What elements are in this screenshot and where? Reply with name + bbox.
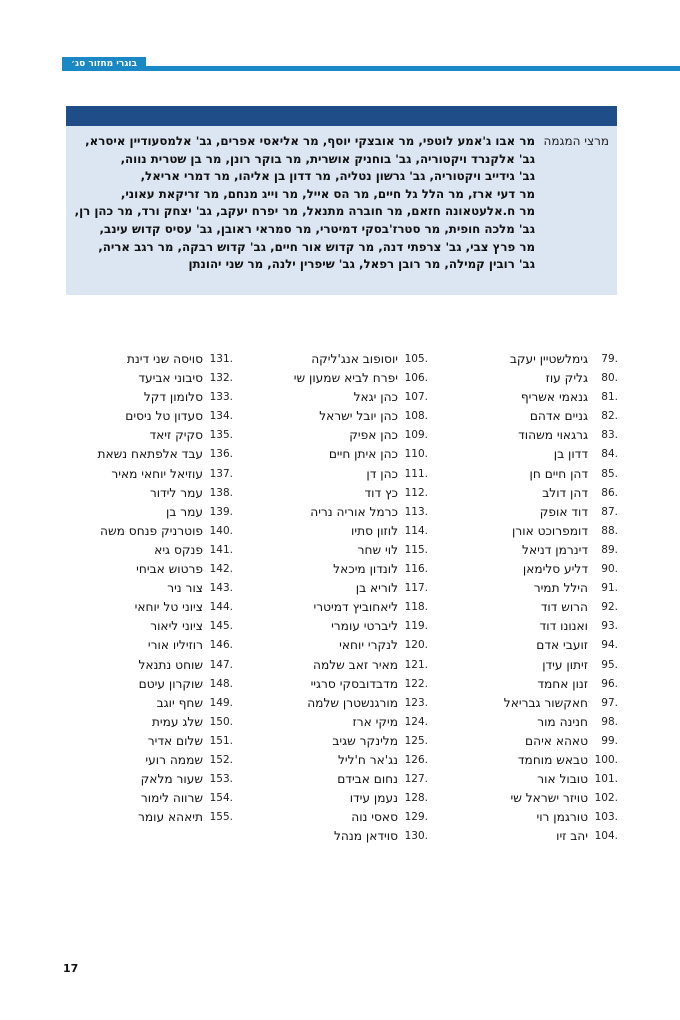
graduate-number: 141. (209, 543, 233, 556)
graduate-number: 95. (601, 658, 618, 671)
graduate-item (253, 713, 428, 732)
graduate-name: זנון אחמד (537, 676, 588, 691)
graduate-name: גליק עוז (545, 371, 588, 386)
graduate-item (253, 465, 428, 484)
graduate-number: 151. (209, 734, 233, 747)
graduate-item (58, 541, 233, 560)
graduate-number: 100. (594, 753, 618, 766)
graduate-item (58, 407, 233, 426)
graduate-name: לוי שחר (357, 542, 398, 557)
graduate-name: שלום אדיר (147, 733, 203, 748)
graduate-name: הילל תמיר (533, 581, 588, 596)
graduate-number: 105. (404, 353, 428, 365)
graduate-number: 147. (209, 658, 233, 671)
graduate-item (448, 827, 618, 846)
graduate-name: מאיר זאב שלמה (313, 657, 398, 672)
graduate-item (58, 636, 233, 655)
graduate-name: נחום אבידם (337, 772, 398, 787)
graduate-item (253, 617, 428, 636)
graduate-name: לוזון סתיו (351, 523, 398, 538)
graduate-item (58, 694, 233, 713)
graduate-number: 94. (601, 639, 618, 652)
graduate-item (448, 541, 618, 560)
graduate-number: 86. (601, 486, 618, 499)
graduate-name: הרוש דוד (540, 600, 588, 615)
graduate-name: לנקרי יוחאי (339, 638, 398, 653)
graduate-item (448, 369, 618, 388)
graduate-item (448, 407, 618, 426)
graduate-number: 84. (601, 448, 618, 461)
graduate-name: כהן יובל ישראל (319, 409, 398, 424)
graduate-number: 97. (601, 696, 618, 709)
graduate-item (253, 636, 428, 655)
panel-header-bar (66, 106, 617, 126)
graduate-number: 132. (209, 372, 233, 385)
graduate-name: ליאחוביץ דמיטרי (313, 600, 398, 615)
graduate-item (253, 694, 428, 713)
graduate-item (448, 789, 618, 808)
header-tab: בוגרי מחזור סג׳ (62, 57, 146, 71)
graduate-item (253, 656, 428, 675)
graduate-item (448, 808, 618, 827)
graduate-number: 116. (404, 563, 428, 576)
faculty-list (74, 133, 535, 274)
graduate-number: 82. (601, 410, 618, 423)
graduate-number: 136. (209, 448, 233, 461)
graduate-item (448, 732, 618, 751)
graduate-name: כהן יגאל (353, 390, 398, 405)
graduate-number: 110. (404, 448, 428, 461)
graduate-item (58, 598, 233, 617)
graduate-name: טבאש מוחמד (517, 752, 588, 767)
graduate-number: 89. (601, 543, 618, 556)
graduate-number: 149. (209, 696, 233, 709)
graduate-number: 96. (601, 677, 618, 690)
graduate-number: 120. (404, 639, 428, 652)
graduate-item (448, 675, 618, 694)
graduate-name: דהן חיים חן (529, 466, 588, 481)
graduate-number: 139. (209, 505, 233, 518)
graduate-name: שחף יוגב (156, 695, 203, 710)
graduate-item (253, 808, 428, 827)
graduate-number: 81. (601, 391, 618, 404)
header-rule (62, 66, 680, 71)
page-number: 17 (63, 962, 79, 975)
graduate-number: 129. (404, 811, 428, 824)
graduate-number: 134. (209, 410, 233, 423)
graduate-item (58, 503, 233, 522)
graduate-number: 126. (404, 753, 428, 766)
graduate-item (448, 694, 618, 713)
graduate-name: דדון בן (553, 447, 588, 462)
graduate-item (253, 522, 428, 541)
graduate-item (58, 656, 233, 675)
graduate-name: מורגנשטרן שלמה (307, 695, 398, 710)
graduate-item (448, 770, 618, 789)
graduate-item (448, 656, 618, 675)
graduate-number: 112. (404, 486, 428, 499)
graduate-number: 123. (404, 696, 428, 709)
graduate-number: 143. (209, 582, 233, 595)
graduate-number: 154. (209, 792, 233, 805)
graduate-item (253, 751, 428, 770)
graduate-name: טאהא איהם (525, 733, 588, 748)
graduate-item (448, 426, 618, 445)
graduate-number: 122. (404, 677, 428, 690)
graduate-item (58, 522, 233, 541)
graduate-name: דהן דולב (542, 485, 588, 500)
graduate-name: דומפרוכט אורן (512, 523, 588, 538)
graduate-name: גרגאוי משהוד (518, 428, 588, 443)
graduate-name: כץ דוד (364, 485, 398, 500)
graduate-name: שעור מלאק (140, 772, 203, 787)
graduate-number: 137. (209, 467, 233, 480)
graduate-item (253, 541, 428, 560)
faculty-line: מר פרץ צבי, גב' צרפתי דנה, מר קדוש אור חיים, גב' קדוש רבקה, מר רגב אריה, (98, 239, 535, 254)
graduate-item (58, 751, 233, 770)
graduate-name: גנאמי אשריף (520, 390, 588, 405)
graduate-number: 80. (601, 372, 618, 385)
graduate-item (253, 675, 428, 694)
graduate-item (448, 598, 618, 617)
graduates-column-2 (253, 350, 428, 846)
graduate-item (253, 827, 428, 846)
graduate-name: שממה רועי (145, 752, 203, 767)
graduate-name: סוידאן מנהל (334, 829, 398, 844)
panel-label: מרצי המגמה (543, 134, 609, 148)
graduate-item (253, 407, 428, 426)
graduate-name: גימלשטיין יעקב (509, 352, 588, 366)
graduate-number: 145. (209, 620, 233, 633)
graduate-item (58, 369, 233, 388)
graduate-name: זיתון עידן (542, 657, 588, 672)
graduate-name: טויזר ישראל שי (510, 791, 588, 806)
graduate-number: 90. (601, 563, 618, 576)
graduate-number: 140. (209, 524, 233, 537)
graduate-item (58, 713, 233, 732)
graduate-name: טובול אור (537, 772, 588, 787)
graduate-name: זועבי אדם (536, 638, 588, 653)
graduate-number: 114. (404, 524, 428, 537)
graduate-item (58, 770, 233, 789)
graduate-item (58, 350, 233, 369)
graduate-name: דינרמן דניאל (522, 542, 588, 557)
graduate-name: מיקי ארז (352, 714, 398, 729)
faculty-line: גב' רובין קמילה, מר רובן רפאל, גב' שיפרין ילנה, מר שני יהונתן (188, 257, 535, 272)
graduate-number: 118. (404, 601, 428, 614)
graduate-item (448, 560, 618, 579)
graduate-name: צור ניר (167, 581, 203, 596)
graduate-name: חאקשור גבריאל (503, 695, 588, 710)
graduate-item (58, 388, 233, 407)
graduate-item (253, 560, 428, 579)
graduate-number: 93. (601, 620, 618, 633)
graduate-name: לונדון מיכאל (333, 562, 398, 577)
graduate-item (58, 560, 233, 579)
graduate-number: 103. (594, 811, 618, 824)
graduate-item (58, 789, 233, 808)
graduate-name: שלג עמית (151, 714, 203, 729)
graduate-item (253, 598, 428, 617)
graduate-name: פנקס גיא (154, 542, 203, 557)
graduate-item (253, 369, 428, 388)
faculty-line: גב' אלקנרד ויקטוריה, גב' בוחניק אושרית, מר בוקר רונן, מר בן שטרית נווה, (120, 151, 535, 166)
graduate-number: 133. (209, 391, 233, 404)
graduate-item (58, 675, 233, 694)
graduate-number: 121. (404, 658, 428, 671)
graduate-number: 125. (404, 734, 428, 747)
graduate-item (448, 751, 618, 770)
graduate-item (58, 445, 233, 464)
graduate-item (58, 465, 233, 484)
graduate-number: 138. (209, 486, 233, 499)
graduate-name: עבד אלפתאח נשאת (97, 447, 203, 462)
graduate-number: 146. (209, 639, 233, 652)
graduate-name: יפרח לביא שמעון שי (293, 371, 398, 386)
graduate-number: 155. (209, 811, 233, 824)
graduate-item (448, 445, 618, 464)
graduate-name: חנינה מור (537, 714, 588, 729)
graduate-item (448, 522, 618, 541)
graduate-number: 109. (404, 429, 428, 442)
graduate-number: 119. (404, 620, 428, 633)
graduate-number: 83. (601, 429, 618, 442)
graduate-number: 106. (404, 372, 428, 385)
graduate-name: כרמל אוריה נריה (310, 504, 398, 519)
panel-body (66, 126, 617, 295)
graduate-number: 104. (594, 830, 618, 843)
graduate-item (253, 732, 428, 751)
graduate-item (448, 484, 618, 503)
graduate-name: טורגמן רוי (536, 810, 588, 825)
graduate-item (253, 770, 428, 789)
graduate-item (448, 636, 618, 655)
graduate-number: 153. (209, 773, 233, 786)
graduate-name: שוחט נתנאל (138, 657, 203, 672)
graduate-number: 88. (601, 524, 618, 537)
graduate-item (58, 732, 233, 751)
faculty-line: מר דעי ארז, מר הלל גל חיים, מר הס אייל, מר וייג מנחם, מר זריקאת עאוני, (120, 186, 535, 201)
graduate-number: 101. (594, 773, 618, 786)
graduate-name: סעדון טל ניסים (125, 409, 203, 424)
graduate-item (58, 579, 233, 598)
graduates-column-3 (58, 350, 233, 827)
graduates-column-1 (448, 350, 618, 846)
graduate-name: ציוני ליאור (150, 619, 203, 634)
graduate-number: 142. (209, 563, 233, 576)
graduate-name: תיאהא עומר (138, 810, 203, 825)
graduate-number: 150. (209, 715, 233, 728)
graduate-name: נעמן עידו (349, 791, 398, 806)
faculty-line: מר אבו ג'אמע לוטפי, מר אובצקי יוסף, מר אליאסי אפרים, גב' אלמסעודיין איסרא, (85, 134, 535, 148)
graduate-name: כהן דן (366, 466, 398, 481)
graduate-item (58, 808, 233, 827)
graduate-item (253, 789, 428, 808)
graduate-item (253, 484, 428, 503)
graduate-number: 92. (601, 601, 618, 614)
graduate-name: רוזיליו אורי (147, 638, 203, 653)
graduate-item (58, 484, 233, 503)
graduate-number: 98. (601, 715, 618, 728)
graduate-item (448, 465, 618, 484)
graduate-name: שרווה לימור (140, 791, 203, 806)
graduate-name: יהב זיו (556, 829, 588, 844)
graduate-number: 113. (404, 505, 428, 518)
graduate-name: סיבוני אביעד (138, 371, 203, 386)
graduate-name: עמר בן (165, 504, 203, 519)
graduate-number: 124. (404, 715, 428, 728)
graduate-number: 115. (404, 543, 428, 556)
graduate-item (448, 388, 618, 407)
graduate-number: 91. (601, 582, 618, 595)
graduate-number: 79. (601, 353, 618, 365)
faculty-line: מר ח.אלעטאונה חזאם, מר חוברה מתנאל, מר יפרח יעקב, גב' יצחק ורד, מר כהן רן, (74, 204, 535, 219)
graduate-item (448, 503, 618, 522)
graduate-name: כהן אפיק (349, 428, 398, 443)
graduate-number: 102. (594, 792, 618, 805)
graduate-number: 144. (209, 601, 233, 614)
graduate-number: 107. (404, 391, 428, 404)
graduate-number: 128. (404, 792, 428, 805)
graduate-item (253, 445, 428, 464)
graduate-number: 127. (404, 773, 428, 786)
graduate-name: גניים אדהם (529, 409, 588, 424)
graduate-name: ציוני טל יוחאי (134, 600, 203, 615)
graduate-number: 135. (209, 429, 233, 442)
graduate-name: מדבדובסקי סרגיי (310, 676, 398, 691)
graduate-name: ואנונו דוד (539, 619, 588, 634)
graduate-number: 85. (601, 467, 618, 480)
graduate-name: עמר לידור (149, 485, 203, 500)
graduate-item (253, 426, 428, 445)
graduate-number: 117. (404, 582, 428, 595)
graduate-name: עוזיאל יוחאי מאיר (111, 466, 203, 481)
graduate-number: 130. (404, 830, 428, 843)
graduate-item (448, 579, 618, 598)
graduate-item (448, 713, 618, 732)
graduate-number: 87. (601, 505, 618, 518)
faculty-line: גב' גידייב ויקטוריה, גב' גרשון נטליה, מר דדון בן אליהו, מר דמרי אריאל, (140, 169, 535, 184)
graduate-name: כהן איתן חיים (328, 447, 398, 462)
graduate-item (253, 350, 428, 369)
graduate-number: 131. (209, 353, 233, 365)
graduate-item (448, 350, 618, 369)
graduate-name: פרטוש אביחי (136, 562, 203, 577)
faculty-panel (66, 106, 617, 295)
graduate-name: מלינקר שגיב (332, 733, 398, 748)
graduate-number: 108. (404, 410, 428, 423)
graduate-name: נג'אר ח'ליל (337, 752, 398, 767)
graduate-item (58, 617, 233, 636)
graduate-name: לוריא בן (355, 581, 398, 596)
graduate-number: 152. (209, 753, 233, 766)
graduate-item (58, 426, 233, 445)
graduate-name: פוטרניק פנחס משה (100, 523, 203, 538)
faculty-line: גב' מלכה חופית, מר סטרז'בסקי דמיטרי, מר סמראי ראובן, גב' עסיס קדוש עינב, (99, 221, 535, 236)
graduate-number: 99. (601, 734, 618, 747)
graduate-name: דוד אופק (539, 504, 588, 519)
graduate-name: סלומון דקל (143, 390, 203, 405)
graduate-name: סאסי נוה (351, 810, 398, 825)
graduate-name: שוקרון עיטם (138, 676, 203, 691)
graduate-name: סקיק זיאד (149, 428, 203, 443)
graduate-item (253, 388, 428, 407)
graduate-item (253, 503, 428, 522)
graduate-name: סויסה שני דינת (126, 352, 203, 366)
graduate-name: יוסופוב אנג'ליקה (311, 352, 398, 366)
graduate-number: 148. (209, 677, 233, 690)
graduate-item (448, 617, 618, 636)
graduate-item (253, 579, 428, 598)
graduate-number: 111. (404, 467, 428, 480)
graduate-name: ליברטי עומרי (331, 619, 398, 634)
graduate-name: דליע סלימאן (522, 562, 588, 577)
